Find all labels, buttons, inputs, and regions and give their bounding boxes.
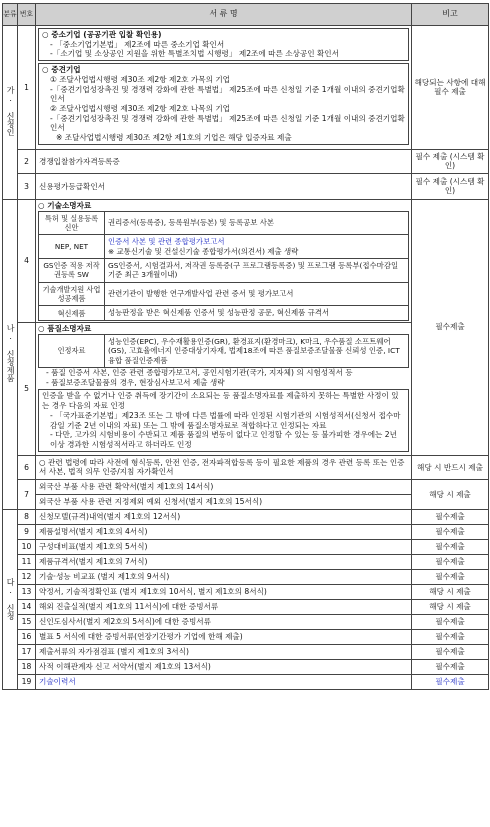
header-row bbox=[3, 4, 489, 26]
row-2-doc: 경쟁입찰참가자격등록증 bbox=[36, 149, 412, 173]
row-16 bbox=[3, 630, 489, 645]
row-3 bbox=[3, 173, 489, 199]
row-remark: 필수제출 bbox=[412, 570, 489, 585]
category-product: 나. 신청제품 bbox=[3, 199, 18, 509]
sme-heading: ○ 중소기업 (공공기관 입찰 확인용) bbox=[42, 30, 162, 39]
product-remark: 필수제출 bbox=[412, 199, 489, 455]
row-remark: 필수제출 bbox=[412, 555, 489, 570]
row-18 bbox=[3, 660, 489, 675]
row-remark: 필수제출 bbox=[412, 615, 489, 630]
midsize-note: ※ 조달사업법시행령 제30조 제2항 제1호의 기업은 해당 입증자료 제출 bbox=[56, 133, 292, 143]
row-8 bbox=[3, 510, 489, 525]
row-number: 6 bbox=[18, 455, 36, 479]
row-19 bbox=[3, 675, 489, 690]
row-remark: 해당 시 제출 bbox=[412, 585, 489, 600]
row-3-remark: 필수 제출 (시스템 확인) bbox=[412, 173, 489, 199]
quality-exception-box bbox=[38, 389, 409, 451]
midsize-line: ① 조달사업법시행령 제30조 제2항 제2호 가목의 기업 bbox=[50, 74, 230, 84]
row-3-doc: 신용평가등급확인서 bbox=[36, 173, 412, 199]
row-1-content bbox=[36, 26, 412, 150]
row-remark: 필수제출 bbox=[412, 660, 489, 675]
row-7-doc-a: 외국산 부품 사용 관련 확약서(별지 제1호의 14서식) bbox=[36, 480, 412, 495]
row-11 bbox=[3, 555, 489, 570]
row-17 bbox=[3, 645, 489, 660]
quality-value: 성능인증(EPC), 우수재활용인증(GR), 환경표지(환경마크), K마크, 우수품질 소프트웨어(GS), 고효율에너지 인증대상기자재, 법제18조에 따른 품질보증조달물품 신뢰성 인증, ICT 융합 품질인증제품 bbox=[105, 334, 409, 367]
row-doc: 제출서류의 자가점검표 (별지 제1호의 3서식) bbox=[36, 645, 412, 660]
row-number: 2 bbox=[18, 149, 36, 173]
row-doc: 제품규격서(별지 제1호의 7서식) bbox=[36, 555, 412, 570]
row-doc: 신청모델(규격)내역(별지 제1호의 12서식) bbox=[36, 510, 412, 525]
document-table-wrapper bbox=[2, 3, 488, 690]
midsize-line: ② 조달사업법시행령 제30조 제2항 제2호 나목의 기업 bbox=[50, 104, 230, 114]
row-doc: 기술·성능 비교표 (별지 제1호의 9서식) bbox=[36, 570, 412, 585]
tech-value: 권리증서(등록증), 등록원부(등본) 및 등록공보 사본 bbox=[105, 211, 409, 234]
row-number: 12 bbox=[18, 570, 36, 585]
row-doc: 제품설명서(별지 제1호의 4서식) bbox=[36, 525, 412, 540]
quality-exception-line: 인증을 받을 수 없거나 인증 취득에 장기간이 소요되는 등 품질소명자료를 제출하지 못하는 특별한 사정이 있는 경우 다음의 자료 인정 bbox=[42, 391, 399, 411]
row-doc: 사적 이해관계자 신고 서약서(별지 제1호의 13서식) bbox=[36, 660, 412, 675]
row-6-doc: ○ 관련 법령에 따라 사전에 형식등록, 안전 인증, 전자파적합등록 등이 필요한 제품의 경우 관련 등록 또는 인증서 사본, 법적 의무 인증/지침 자가확인서 bbox=[36, 455, 412, 479]
tech-value: 성능판정을 받은 혁신제품 인증서 및 성능판정 공문, 혁신제품 규격서 bbox=[105, 306, 409, 320]
row-number: 1 bbox=[18, 26, 36, 150]
row-number: 4 bbox=[18, 199, 36, 322]
row-7-remark: 해당 시 제출 bbox=[412, 480, 489, 510]
row-remark: 필수제출 bbox=[412, 510, 489, 525]
row-remark: 필수제출 bbox=[412, 675, 489, 690]
row-number: 8 bbox=[18, 510, 36, 525]
tech-label: NEP, NET bbox=[39, 235, 105, 259]
midsize-box bbox=[38, 63, 409, 145]
tech-label: 혁신제품 bbox=[39, 306, 105, 320]
midsize-line: -「중견기업성장촉진 및 경쟁력 강화에 관한 특별법」 제25조에 따른 신청일 기준 1개월 이내의 중견기업확인서 bbox=[50, 84, 405, 104]
row-doc: 약정서, 기술적정확인표 (별지 제1호의 10서식, 별지 제1호의 8서식) bbox=[36, 585, 412, 600]
row-4 bbox=[3, 199, 489, 322]
tech-heading: ○ 기술소명자료 bbox=[38, 200, 92, 210]
row-1 bbox=[3, 26, 489, 150]
row-7-doc-b: 외국산 부품 사용 관련 지정제외 예외 신청서(별지 제1호의 15서식) bbox=[36, 495, 412, 510]
quality-note: - 품질보증조달물품의 경우, 현장심사보고서 제출 생략 bbox=[46, 377, 225, 387]
quality-exception-line: - 「국가표준기본법」제23조 또는 그 밖에 다른 법률에 따라 인정된 시험기관의 시험성적서(신청서 접수마감일 기준 2년 이내의 자료) 또는 그 밖에 품질소명자료로 적합하다고 인정되는 자료 bbox=[50, 410, 401, 430]
category-applicant: 가. 신청인 bbox=[3, 26, 18, 200]
tech-label: GS인증 적용 저작권등록 SW bbox=[39, 259, 105, 283]
quality-section bbox=[36, 322, 412, 455]
document-list-table bbox=[2, 3, 489, 690]
header-number: 번호 bbox=[18, 4, 36, 26]
quality-label: 인정자료 bbox=[39, 334, 105, 367]
tech-label: 특허 및 실용등록신안 bbox=[39, 211, 105, 234]
tech-subtable bbox=[38, 211, 409, 321]
tech-row bbox=[39, 259, 409, 283]
tech-value-note: ※ 교통신기술 및 건설신기술 종합평가서(의견서) 제출 생략 bbox=[108, 246, 299, 256]
tech-row bbox=[39, 282, 409, 305]
sme-line: -「소기업 및 소상공인 지원을 위한 특별조치법 시행령」 제2조에 따른 소상공인 확인서 bbox=[50, 49, 339, 59]
row-remark: 해당 시 제출 bbox=[412, 600, 489, 615]
row-doc: 별표 5 서식에 대한 증빙서류(연장기간평가 기업에 한해 제출) bbox=[36, 630, 412, 645]
row-number: 3 bbox=[18, 173, 36, 199]
row-2 bbox=[3, 149, 489, 173]
row-6-remark: 해당 시 반드시 제출 bbox=[412, 455, 489, 479]
tech-value bbox=[105, 235, 409, 259]
row-number: 9 bbox=[18, 525, 36, 540]
row-number: 17 bbox=[18, 645, 36, 660]
row-number: 11 bbox=[18, 555, 36, 570]
tech-section bbox=[36, 199, 412, 322]
row-number: 16 bbox=[18, 630, 36, 645]
header-document: 서 류 명 bbox=[36, 4, 412, 26]
quality-note: - 품질 인증서 사본, 인증 관련 종합평가보고서, 공인시험기관(국가, 지자체) 의 시험성적서 등 bbox=[46, 367, 353, 377]
row-number: 7 bbox=[18, 480, 36, 510]
tech-row bbox=[39, 235, 409, 259]
row-number: 10 bbox=[18, 540, 36, 555]
quality-exception-line: - 다만, 고가의 시험비용이 수반되고 제품 품질의 변동이 없다고 인정할 수 있는 등 불가피한 경우에는 2년 이상 경과한 시험성적서라고 하더라도 인정 bbox=[50, 430, 397, 449]
category-application: 다. 신청 bbox=[3, 510, 18, 690]
row-doc: 구성대비표(별지 제1호의 5서식) bbox=[36, 540, 412, 555]
quality-subtable bbox=[38, 334, 409, 368]
row-13 bbox=[3, 585, 489, 600]
tech-label: 기술개발지원 사업 성공제품 bbox=[39, 282, 105, 305]
row-number: 19 bbox=[18, 675, 36, 690]
row-15 bbox=[3, 615, 489, 630]
tech-row bbox=[39, 306, 409, 320]
row-remark: 필수제출 bbox=[412, 525, 489, 540]
row-remark: 필수제출 bbox=[412, 630, 489, 645]
tech-row bbox=[39, 211, 409, 234]
header-category: 분류 bbox=[3, 4, 18, 26]
midsize-line: -「중견기업성장촉진 및 경쟁력 강화에 관한 특별법」 제25조에 따른 신청일 기준 1개월 이내의 중견기업확인서 bbox=[50, 113, 405, 133]
sme-line: - 「중소기업기본법」 제2조에 따른 중소기업 확인서 bbox=[50, 39, 225, 49]
row-number: 5 bbox=[18, 322, 36, 455]
midsize-heading: ○ 중견기업 bbox=[42, 65, 81, 75]
row-doc: 기술이력서 bbox=[36, 675, 412, 690]
row-number: 18 bbox=[18, 660, 36, 675]
row-10 bbox=[3, 540, 489, 555]
tech-value: GS인증서, 시험결과서, 저작권 등록증(구 프로그램등록증) 및 프로그램 등록부(접수마감일 기준 최근 3개월이내) bbox=[105, 259, 409, 283]
row-2-remark: 필수 제출 (시스템 확인) bbox=[412, 149, 489, 173]
quality-heading: ○ 품질소명자료 bbox=[38, 323, 92, 333]
row-number: 14 bbox=[18, 600, 36, 615]
sme-box bbox=[38, 28, 409, 61]
row-6 bbox=[3, 455, 489, 479]
row-doc: 해외 진출실적(별지 제1호의 11서식)에 대한 증빙서류 bbox=[36, 600, 412, 615]
header-remark: 비고 bbox=[412, 4, 489, 26]
row-number: 13 bbox=[18, 585, 36, 600]
row-12 bbox=[3, 570, 489, 585]
row-remark: 필수제출 bbox=[412, 645, 489, 660]
row-remark: 필수제출 bbox=[412, 540, 489, 555]
row-doc: 신인도심사서(별지 제2호의 5서식)에 대한 증빙서류 bbox=[36, 615, 412, 630]
row-9 bbox=[3, 525, 489, 540]
quality-row bbox=[39, 334, 409, 367]
row-number: 15 bbox=[18, 615, 36, 630]
tech-value: 관련기관이 발행한 연구개발사업 관련 증서 및 평가보고서 bbox=[105, 282, 409, 305]
row-1-remark: 해당되는 사항에 대해 필수 제출 bbox=[412, 26, 489, 150]
row-7a bbox=[3, 480, 489, 495]
tech-value-line: 인증서 사본 및 관련 종합평가보고서 bbox=[108, 237, 225, 247]
row-14 bbox=[3, 600, 489, 615]
